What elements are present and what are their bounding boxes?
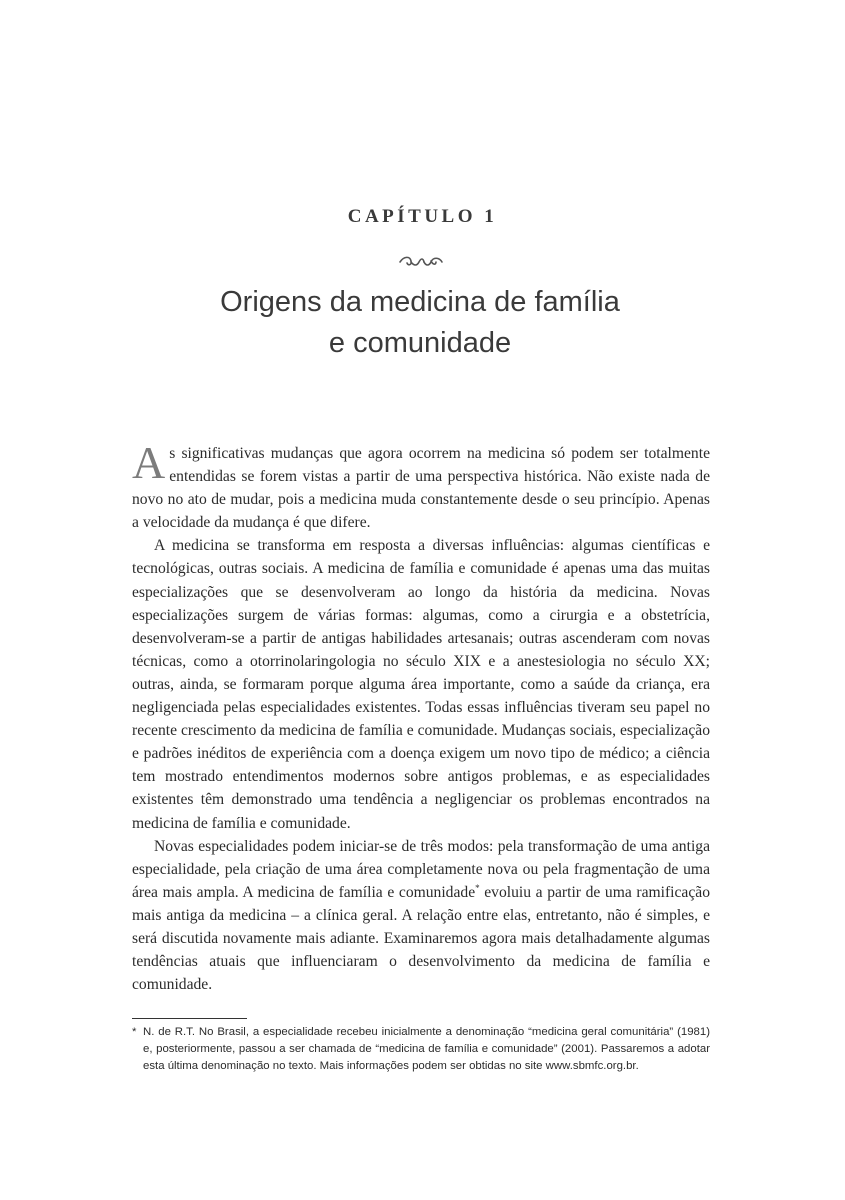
chapter-title-line-1: Origens da medicina de família [220,286,620,318]
footnote [132,1024,710,1075]
chapter-label: CAPÍTULO 1 [347,206,498,227]
chapter-title [100,282,740,364]
decorative-ornament-icon [397,252,445,272]
paragraph-3-text-start: Novas especialidades podem iniciar-se de três modos: pela transformação de uma antiga especialidade, pela criação de uma área completamente nova ou pela fragmentação de uma área mais ampla. A medicina de família e comunidade [132,837,710,901]
footnote-divider [132,1018,247,1019]
footnote-reference: * [475,882,480,893]
paragraph-3-text-end: evoluiu a partir de uma ramificação mais antiga da medicina – a clínica geral. A relação entre elas, entretanto, não é simples, e será discutida novamente mais adiante. Examinaremos agora mais detalhadamente algumas tendências atuais que influenciaram o desenvolvimento da medicina de família e comunidade. [132,883,710,994]
footnote-text: N. de R.T. No Brasil, a especialidade recebeu inicialmente a denominação “medicina geral comunitária” (1981) e, posteriormente, passou a ser chamada de “medicina de família e comunidade” (2001). Passaremos a adotar esta última denominação no texto. Mais informações podem ser obtidas no site www.sbmfc.org.br. [143,1026,710,1072]
paragraph-2: A medicina se transforma em resposta a diversas influências: algumas científicas e tecnológicas, outras sociais. A medicina de família e comunidade é apenas uma das muitas especializações que se desenvolveram ao longo da história da medicina. Novas especializações surgem de várias formas: algumas, como a cirurgia e a obstetrícia, desenvolveram-se a partir de antigas habilidades artesanais; outras ascenderam com novas técnicas, como a otorrinolaringologia no século XIX e a anestesiologia no século XX; outras, ainda, se formaram porque alguma área importante, como a saúde da criança, era negligenciada pelas especialidades existentes. Todas essas influências tiveram seu papel no recente crescimento da medicina de família e comunidade. Mudanças sociais, especialização e padrões inéditos de experiência com a doença exigem um novo tipo de médico; a ciência tem mostrado entendimentos modernos sobre antigos problemas, e as especialidades existentes têm demonstrado uma tendência a negligenciar os problemas encontrados na medicina de família e comunidade. [132,537,710,832]
paragraph-3 [132,835,710,997]
paragraph-1 [132,437,710,534]
footnote-marker: * [132,1026,137,1038]
drop-cap: A [132,437,166,488]
body-text [132,437,710,996]
chapter-title-line-2: e comunidade [328,327,512,359]
paragraph-1-text: s significativas mudanças que agora ocorrem na medicina só podem ser totalmente entendidas se forem vistas a partir de uma perspectiva histórica. Não existe nada de novo no ato de mudar, pois a medicina muda constantemente desde o seu princípio. Apenas a velocidade da mudança é que difere. [132,445,710,532]
